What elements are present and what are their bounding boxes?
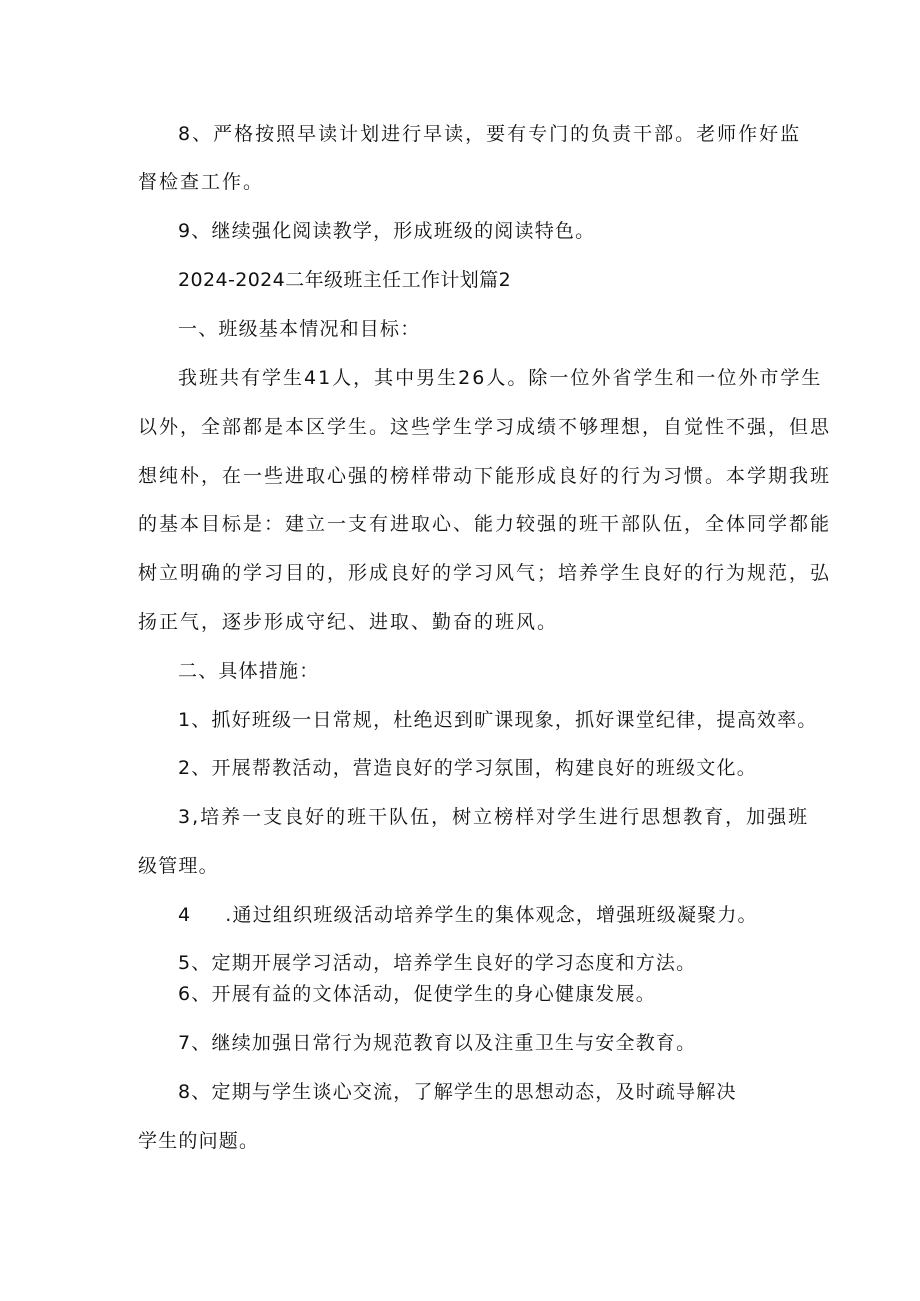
measure-7: 7、继续加强日常行为规范教育以及注重卫生与安全教育。 bbox=[178, 1032, 697, 1054]
intro-line-1: 我班共有学生41人，其中男生26人。除一位外省学生和一位外市学生 bbox=[178, 367, 823, 389]
intro-line-6: 扬正气，逐步形成守纪、进取、勤奋的班风。 bbox=[138, 611, 559, 633]
section-1-heading: 一、班级基本情况和目标： bbox=[178, 318, 421, 340]
intro-line-2: 以外，全部都是本区学生。这些学生学习成绩不够理想，自觉性不强，但思 bbox=[138, 416, 832, 438]
measure-8-line-1: 8、定期与学生谈心交流，了解学生的思想动态，及时疏导解决 bbox=[178, 1081, 737, 1103]
measure-4 bbox=[178, 903, 758, 927]
measure-1: 1、抓好班级一日常规，杜绝迟到旷课现象，抓好课堂纪律，提高效率。 bbox=[178, 709, 818, 731]
measure-4-number: 4 bbox=[178, 904, 192, 926]
paragraph-9: 9、继续强化阅读教学，形成班级的阅读特色。 bbox=[178, 220, 596, 242]
intro-line-3: 想纯朴，在一些进取心强的榜样带动下能形成良好的行为习惯。本学期我班 bbox=[138, 465, 832, 487]
intro-line-5: 树立明确的学习目的，形成良好的学习风气；培养学生良好的行为规范，弘 bbox=[138, 562, 832, 584]
measure-3-line-1: 3,培养一支良好的班干队伍，树立榜样对学生进行思想教育，加强班 bbox=[178, 806, 810, 828]
paragraph-8-line-2: 督检查工作。 bbox=[138, 171, 265, 193]
measure-8-line-2: 学生的问题。 bbox=[138, 1130, 260, 1152]
measure-3-line-2: 级管理。 bbox=[138, 855, 219, 877]
measure-2: 2、开展帮教活动，营造良好的学习氛围，构建良好的班级文化。 bbox=[178, 757, 757, 779]
paragraph-8-line-1: 8、严格按照早读计划进行早读，要有专门的负责干部。老师作好监 bbox=[178, 123, 802, 145]
measure-4-text: .通过组织班级活动培养学生的集体观念，增强班级凝聚力。 bbox=[225, 904, 758, 926]
intro-line-4: 的基本目标是：建立一支有进取心、能力较强的班干部队伍，全体同学都能 bbox=[138, 513, 832, 535]
section-2-heading: 二、具体措施： bbox=[178, 660, 320, 682]
measure-5: 5、定期开展学习活动，培养学生良好的学习态度和方法。 bbox=[178, 952, 697, 974]
measure-6: 6、开展有益的文体活动，促使学生的身心健康发展。 bbox=[178, 983, 656, 1005]
section-title: 2024-2024二年级班主任工作计划篇2 bbox=[178, 269, 512, 291]
